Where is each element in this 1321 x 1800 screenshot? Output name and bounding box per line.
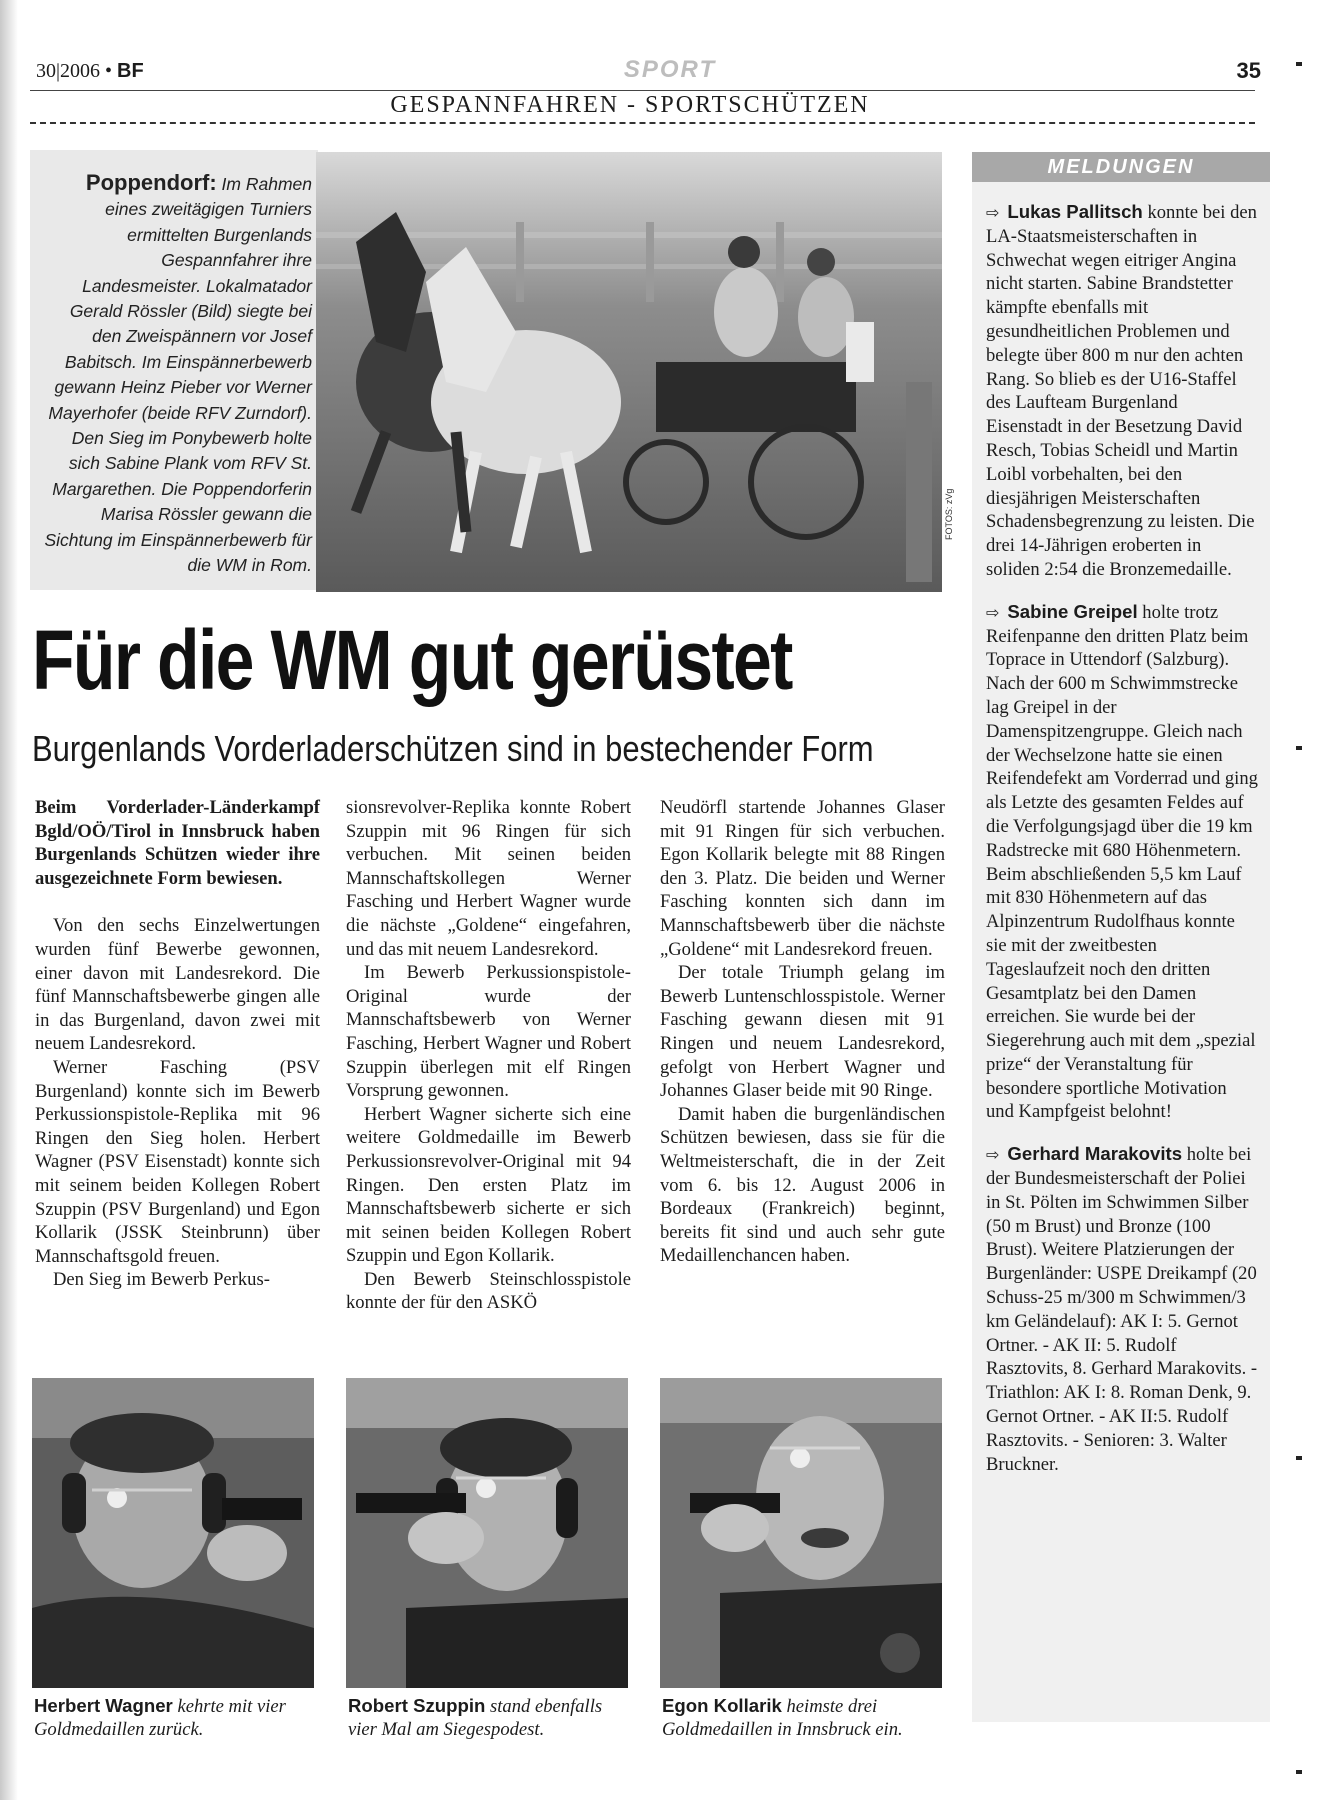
headline: Für die WM gut gerüstet [32,613,792,707]
news-item-text: holte bei der Bundesmeisterschaft der Poliei in St. Pölten im Schwimmen Silber (50 m Brust) und Bronze (100 Brust). Weitere Platzierungen der Burgenländer: USPE Dreikampf (20 Schuss-25 m/300 m Schwimmen/3 km Geländelauf): AK I: 5. Gernot Ortner. - AK II: 5. Rudolf Rasztovits, 8. Gerhard Marakovits. - Triathlon: AK I: 8. Roman Denk, 9. Gernot Ortner. - AK II:5. Rudolf Rasztovits. - Senioren: 3. Walter Bruckner. [986,1144,1258,1475]
article-lead: Beim Vorderlader-Länderkampf Bgld/OÖ/Tirol in Innsbruck haben Burgenlands Schützen wieder ihre ausgezeichnete Form bewiesen. [35,797,320,889]
publication-name: BF [117,60,144,82]
edge-mark [1296,746,1302,750]
news-item [986,600,1258,1125]
arrow-right-icon: ⇨ [986,1145,1000,1165]
article-paragraph: Damit haben die burgenländischen Schützen bewiesen, dass sie für die Weltmeisterschaft, die in der Zeit vom 6. bis 12. August 2006 in Bordeaux (Frankreich) beginnt, bereits fit sind und auch sehr gute Medaillenchancen haben. [660,1103,945,1267]
sidebar-title: MELDUNGEN [972,152,1270,182]
article-column-2 [346,796,631,1315]
caption-text: heimste drei Goldmedaillen in Innsbruck ein. [662,1696,903,1740]
news-item-name: Sabine Greipel [1007,600,1138,622]
edge-mark [1296,1456,1302,1460]
caption-text: stand ebenfalls vier Mal am Siegespodest. [348,1696,603,1740]
shooter-photo-robert-szuppin [346,1378,628,1688]
caption-name: Egon Kollarik [662,1695,782,1716]
issue-info: 30|2006 • BF [36,60,144,82]
caption-text: kehrte mit vier Goldmedaillen zurück. [34,1696,286,1740]
article-paragraph: Den Sieg im Bewerb Perkus- [53,1269,270,1291]
header-rule [30,90,1255,91]
lead-box-text [44,170,312,579]
news-item [986,200,1258,582]
header-dashed-rule [30,122,1255,124]
page-number: 35 [1236,58,1261,83]
edge-mark [1296,1770,1302,1774]
caption-name: Herbert Wagner [34,1695,173,1716]
edge-mark [1296,62,1302,66]
arrow-right-icon: ⇨ [986,203,1000,222]
page-margin-shadow [0,0,18,1800]
topic-heading: GESPANNFAHREN - SPORTSCHÜTZEN [390,92,870,118]
shooter-photo-egon-kollarik [660,1378,942,1688]
article-paragraph: Im Bewerb Perkussionspistole-Original wurde der Mannschaftsbewerb von Werner Fasching, Herbert Wagner und Robert Szuppin überlegen mit elf Ringen Vorsprung gewonnen. [346,962,631,1102]
article-paragraph-continued: Neudörfl startende Johannes Glaser mit 91 Ringen für sich verbuchen. Egon Kollarik belegte mit 88 Ringen den 3. Platz. Die beiden und Werner Fasching konnten sich dann im Mannschaftsbewerb über die nächste „Goldene“ mit Landesrekord freuen. [660,797,945,960]
section-title: SPORT [623,56,717,83]
issue-number: 30|2006 [36,60,101,82]
article-paragraph-continued: sionsrevolver-Replika konnte Robert Szuppin mit 96 Ringen für sich verbuchen. Mit seinen beiden Mannschaftskollegen Werner Fasching und Herbert Wagner wurde die nächste „Goldene“ eingefahren, und das mit neuem Landesrekord. [346,797,631,960]
photo-credit: FOTOS: zVg [944,488,954,540]
shooter-photo-herbert-wagner [32,1378,314,1688]
lead-body: Im Rahmen eines zweitägigen Turniers ermittelten Burgenlands Gespannfahrer ihre Landesmeister. Lokalmatador Gerald Rössler (Bild) siegte bei den Zweispännern vor Josef Babitsch. Im Einspännerbewerb gewann Heinz Pieber vor Werner Mayerhofer (beide RFV Zurndorf). Den Sieg im Ponybewerb holte sich Sabine Plank vom RFV St. Margarethen. Die Poppendorferin Marisa Rössler gewann die Sichtung im Einspännerbewerb für die WM in Rom. [44,174,312,576]
lead-place: Poppendorf: [85,170,217,195]
article-paragraph: Den Bewerb Steinschlosspistole konnte der für den ASKÖ [346,1268,631,1314]
photo-caption [34,1694,319,1741]
caption-name: Robert Szuppin [348,1695,486,1716]
article-column-3 [660,796,945,1268]
article-paragraph: Werner Fasching (PSV Burgenland) konnte sich im Bewerb Perkussionspistole-Replika mit 96 Ringen den Sieg holen. Herbert Wagner (PSV Eisenstadt) konnte sich mit seinem beiden Kollegen Robert Szuppin (PSV Burgenland) und Egon Kollarik (JSSK Steinbrunn) über Mannschaftsgold freuen. [35,1056,320,1267]
photo-caption [662,1694,947,1741]
carriage-driving-photo [316,152,942,592]
article-paragraph: Der totale Triumph gelang im Bewerb Luntenschlosspistole. Werner Fasching gewann diesen mit 91 Ringen und neuem Landesrekord, gefolgt von Herbert Wagner und Johannes Glaser beide mit 90 Ringe. [660,962,945,1102]
news-item-text: konnte bei den LA-Staatsmeisterschaften in Schwechat wegen eitriger Angina nicht starten. Sabine Brandstetter kämpfte ebenfalls mit gesundheitlichen Problemen und belegte über 800 m nur den achten Rang. So blieb es der U16-Staffel des Laufteam Burgenland Eisenstadt in der Besetzung David Resch, Tobias Scheidl und Martin Loibl vorbehalten, bei den diesjährigen Meisterschaften Schadensbegrenzung zu leisten. Die drei 14-Jährigen eroberten in soliden 2:54 die Bronzemedaille. [986,202,1257,580]
news-item-name: Lukas Pallitsch [1007,201,1143,222]
sidebar-news [986,200,1258,1494]
news-item-text: holte trotz Reifenpanne den dritten Platz beim Toprace in Uttendorf (Salzburg). Nach der 600 m Schwimmstrecke lag Greipel in der Damenspitzengruppe. Gleich nach der Wechselzone hatte sie einen Reifendefekt am Vorderrad und ging als Letzte des gesamten Feldes auf die Verfolgungsjagd über die 19 km Radstrecke mit 680 Höhenmetern. Beim abschließenden 5,5 km Lauf mit 830 Höhenmetern auf das Alpinzentrum Rudolfhaus konnte sie mit der zweitbesten Tageslaufzeit noch den dritten Gesamtplatz bei den Damen erreichen. Sie wurde bei der Siegerehrung auch mit dem „spezial prize“ der Veranstaltung für besondere sportliche Motivation und Kampfgeist belohnt! [986,601,1258,1123]
article-column-1 [35,796,320,1292]
news-item-name: Gerhard Marakovits [1007,1143,1183,1165]
photo-caption [348,1694,633,1741]
article-paragraph: Von den sechs Einzelwertungen wurden fünf Bewerbe gewonnen, einer davon mit Landesrekord. Die fünf Mannschaftsbewerbe gingen alle in das Burgenland, davon zwei mit neuem Landesrekord. [35,915,320,1055]
subheadline: Burgenlands Vorderladerschützen sind in bestechender Form [32,728,874,769]
article-paragraph: Herbert Wagner sicherte sich eine weitere Goldmedaille im Bewerb Perkussionsrevolver-Original mit 94 Ringen. Den ersten Platz im Mannschaftsbewerb sicherte er sich mit seinen beiden Kollegen Robert Szuppin und Egon Kollarik. [346,1103,631,1267]
news-item [986,1142,1258,1476]
arrow-right-icon: ⇨ [986,602,1000,622]
